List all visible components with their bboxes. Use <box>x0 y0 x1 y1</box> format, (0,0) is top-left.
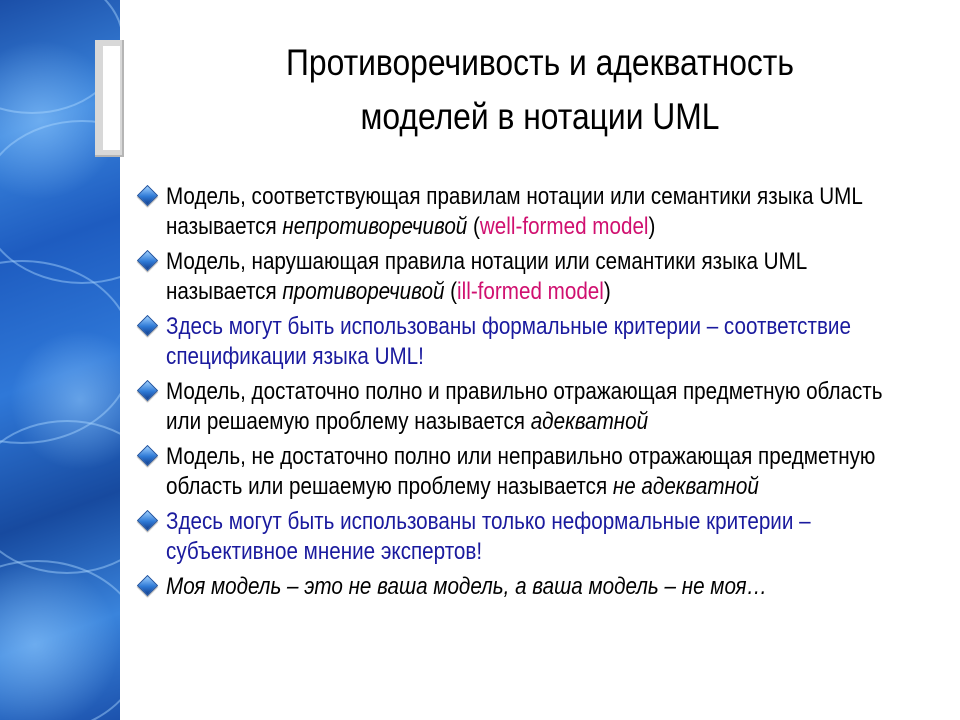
bullet-paren-open: ( <box>467 213 480 240</box>
bullet-item <box>138 442 948 502</box>
title-line-1: Противоречивость и адекватность <box>286 42 794 83</box>
bullet-text <box>166 182 923 242</box>
title-frame-inner <box>103 46 120 150</box>
diamond-bullet-icon <box>137 185 158 206</box>
bullet-english-term: ill-formed model <box>457 278 604 305</box>
diamond-bullet-icon <box>137 250 158 271</box>
diamond-bullet-icon <box>137 445 158 466</box>
diamond-bullet-icon <box>137 575 158 596</box>
slide-title <box>205 36 876 144</box>
bullet-english-term: well-formed model <box>479 213 649 240</box>
bullet-item <box>138 312 948 372</box>
bullet-paren-close: ) <box>603 278 611 305</box>
bullet-list <box>138 182 948 607</box>
bullet-text-main: Модель, не достаточно полно или неправильно отражающая предметную область или решаемую проблему называется <box>166 443 876 500</box>
title-line-2: моделей в нотации UML <box>360 96 720 137</box>
diamond-bullet-icon <box>137 510 158 531</box>
bullet-text-main: Модель, соответствующая правилам нотации или семантики языка UML называется <box>166 183 863 240</box>
bullet-term-italic: не адекватной <box>612 473 759 500</box>
diamond-bullet-icon <box>137 315 158 336</box>
bullet-text <box>166 442 923 502</box>
bullet-item <box>138 507 948 567</box>
bullet-item <box>138 572 948 602</box>
bullet-item <box>138 247 948 307</box>
bullet-paren-close: ) <box>648 213 656 240</box>
bullet-item <box>138 182 948 242</box>
bullet-text: Моя модель – это не ваша модель, а ваша модель – не моя… <box>166 573 768 600</box>
bullet-text-main: Модель, нарушающая правила нотации или семантики языка UML называется <box>166 248 807 305</box>
bullet-text <box>166 377 923 437</box>
bullet-term-italic: противоречивой <box>282 278 445 305</box>
bullet-text <box>166 247 923 307</box>
bullet-text-main: Модель, достаточно полно и правильно отражающая предметную область или решаемую проблему называется <box>166 378 883 435</box>
bullet-text: Здесь могут быть использованы только неформальные критерии – субъективное мнение экспертов! <box>166 508 811 565</box>
diamond-bullet-icon <box>137 380 158 401</box>
bullet-term-italic: адекватной <box>530 408 649 435</box>
bullet-item <box>138 377 948 437</box>
bullet-paren-open: ( <box>444 278 458 305</box>
bullet-text: Здесь могут быть использованы формальные критерии – соответствие спецификации языка UML! <box>166 313 851 370</box>
bullet-term-italic: непротиворечивой <box>282 213 468 240</box>
